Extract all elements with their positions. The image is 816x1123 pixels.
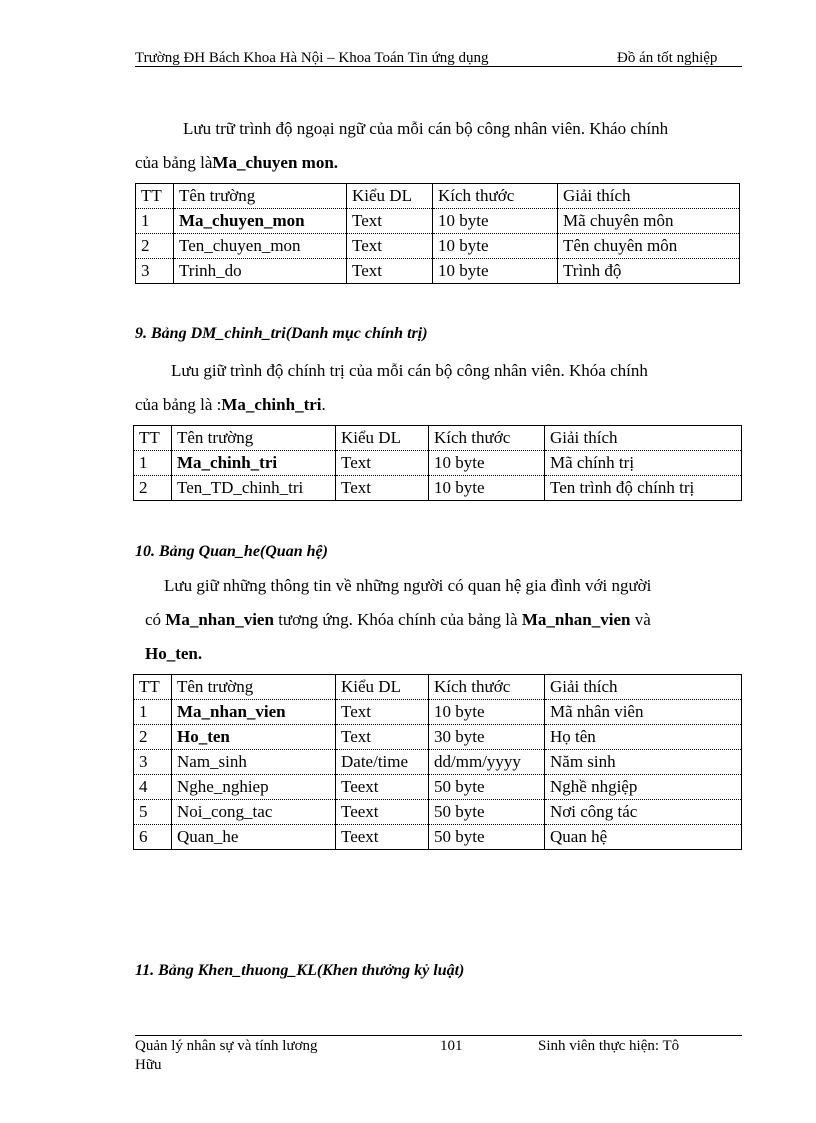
- section10-intro-key3: Ho_ten.: [145, 644, 203, 663]
- footer-page-number: 101: [440, 1038, 463, 1054]
- section9-intro-line1: Lưu giữ trình độ chính trị của mỗi cán bộ công nhân viên. Khóa chính: [171, 361, 648, 380]
- table-cell: 6: [134, 825, 172, 850]
- table-cell: 10 byte: [429, 451, 545, 476]
- table-cell: 10 byte: [433, 259, 558, 284]
- section9-intro-key: Ma_chinh_tri: [221, 395, 322, 414]
- table-cell: Text: [336, 725, 429, 750]
- table-row: [136, 234, 740, 259]
- table-cell: Ten trình độ chính trị: [545, 476, 742, 501]
- table-row: [134, 750, 742, 775]
- footer-rule: [135, 1035, 742, 1036]
- table-cell: Nghe_nghiep: [172, 775, 336, 800]
- header-cell: Kiểu DL: [336, 675, 429, 700]
- table-cell: 4: [134, 775, 172, 800]
- table-cell: 10 byte: [429, 700, 545, 725]
- header-cell: TT: [134, 675, 172, 700]
- table-cell: Nơi công tác: [545, 800, 742, 825]
- table-row: [134, 476, 742, 501]
- table-cell: Mã chính trị: [545, 451, 742, 476]
- table-row: [134, 825, 742, 850]
- table-cell: Ma_nhan_vien: [172, 700, 336, 725]
- header-cell: Kích thước: [433, 184, 558, 209]
- table-row: [134, 725, 742, 750]
- header-cell: Giải thích: [558, 184, 740, 209]
- table-cell: Text: [347, 259, 433, 284]
- section10-intro-c: và: [630, 610, 651, 629]
- table-cell: 2: [134, 476, 172, 501]
- table-cell: Ten_chuyen_mon: [174, 234, 347, 259]
- section9-table: [133, 425, 742, 501]
- table-cell: 50 byte: [429, 775, 545, 800]
- table-cell: Text: [347, 234, 433, 259]
- section9-intro-suffix: .: [321, 395, 326, 414]
- header-cell: TT: [136, 184, 174, 209]
- section8-intro-prefix: của bảng là: [135, 153, 213, 172]
- table-row: [136, 259, 740, 284]
- table-cell: dd/mm/yyyy: [429, 750, 545, 775]
- table-cell: Mã chuyên môn: [558, 209, 740, 234]
- section10-table: [133, 674, 742, 850]
- table-cell: Text: [336, 476, 429, 501]
- table-cell: Ten_TD_chinh_tri: [172, 476, 336, 501]
- section8-intro-line1: Lưu trữ trình độ ngoại ngữ của mỗi cán bộ công nhân viên. Kháo chính: [183, 119, 669, 138]
- table-row: [134, 700, 742, 725]
- table-row: [134, 451, 742, 476]
- section11-title: 11. Bảng Khen_thuong_KL(Khen thưởng kỷ luật): [135, 962, 465, 979]
- header-cell: Kiểu DL: [336, 426, 429, 451]
- table-row: [134, 775, 742, 800]
- section9-intro: [135, 354, 740, 422]
- table-cell: Tên chuyên môn: [558, 234, 740, 259]
- header-cell: TT: [134, 426, 172, 451]
- table-cell: Ma_chuyen_mon: [174, 209, 347, 234]
- table-cell: Noi_cong_tac: [172, 800, 336, 825]
- table-cell: Text: [336, 700, 429, 725]
- table-cell: 1: [136, 209, 174, 234]
- header-cell: Kích thước: [429, 426, 545, 451]
- footer-left-line1: Quản lý nhân sự và tính lương: [135, 1038, 318, 1054]
- table-cell: Quan hệ: [545, 825, 742, 850]
- table-cell: Text: [336, 451, 429, 476]
- table-cell: 50 byte: [429, 800, 545, 825]
- table-cell: Ho_ten: [172, 725, 336, 750]
- table-cell: Ma_chinh_tri: [172, 451, 336, 476]
- header-cell: Tên trường: [172, 426, 336, 451]
- section10-intro-b: tương ứng. Khóa chính của bảng là: [273, 610, 522, 629]
- section9-title: 9. Bảng DM_chinh_tri(Danh mục chính trị): [135, 325, 428, 342]
- table-cell: 10 byte: [433, 234, 558, 259]
- table-cell: Teext: [336, 825, 429, 850]
- table-cell: Mã nhân viên: [545, 700, 742, 725]
- table-cell: Quan_he: [172, 825, 336, 850]
- table-cell: Trinh_do: [174, 259, 347, 284]
- table-header-row: [134, 675, 742, 700]
- table-cell: 50 byte: [429, 825, 545, 850]
- table-cell: 30 byte: [429, 725, 545, 750]
- section10-intro-line1: Lưu giữ những thông tin về những người có quan hệ gia đình với người: [164, 576, 652, 595]
- section9-intro-prefix: của bảng là :: [135, 395, 222, 414]
- header-cell: Tên trường: [172, 675, 336, 700]
- footer-right: Sinh viên thực hiện: Tô: [538, 1038, 680, 1054]
- table-cell: 1: [134, 700, 172, 725]
- table-cell: Nghề nhgiệp: [545, 775, 742, 800]
- section8-intro: [135, 112, 740, 180]
- table-cell: 3: [134, 750, 172, 775]
- table-cell: 1: [134, 451, 172, 476]
- table-cell: 3: [136, 259, 174, 284]
- table-cell: 10 byte: [433, 209, 558, 234]
- section10-title: 10. Bảng Quan_he(Quan hệ): [135, 543, 328, 560]
- header-cell: Giải thích: [545, 426, 742, 451]
- header-right: Đồ án tốt nghiệp: [617, 50, 718, 66]
- table-cell: Teext: [336, 775, 429, 800]
- section8-table: [135, 183, 740, 284]
- header-cell: Giải thích: [545, 675, 742, 700]
- table-row: [134, 800, 742, 825]
- header-cell: Kích thước: [429, 675, 545, 700]
- table-row: [136, 209, 740, 234]
- table-cell: Nam_sinh: [172, 750, 336, 775]
- table-cell: 5: [134, 800, 172, 825]
- table-cell: 2: [134, 725, 172, 750]
- table-cell: Date/time: [336, 750, 429, 775]
- header-cell: Kiểu DL: [347, 184, 433, 209]
- header-left: Trường ĐH Bách Khoa Hà Nội – Khoa Toán Tin ứng dụng: [135, 50, 489, 66]
- section8-intro-key: Ma_chuyen mon.: [212, 153, 339, 172]
- table-header-row: [134, 426, 742, 451]
- section10-intro-a: có: [145, 610, 166, 629]
- table-cell: Teext: [336, 800, 429, 825]
- footer-left-line2: Hữu: [135, 1057, 162, 1073]
- header-cell: Tên trường: [174, 184, 347, 209]
- table-cell: 10 byte: [429, 476, 545, 501]
- section10-intro-key1: Ma_nhan_vien: [165, 610, 274, 629]
- section10-intro: [145, 569, 740, 671]
- table-cell: 2: [136, 234, 174, 259]
- table-cell: Họ tên: [545, 725, 742, 750]
- table-cell: Text: [347, 209, 433, 234]
- table-header-row: [136, 184, 740, 209]
- table-cell: Năm sinh: [545, 750, 742, 775]
- header-rule: [135, 66, 742, 67]
- section10-intro-key2: Ma_nhan_vien: [521, 610, 631, 629]
- table-cell: Trình độ: [558, 259, 740, 284]
